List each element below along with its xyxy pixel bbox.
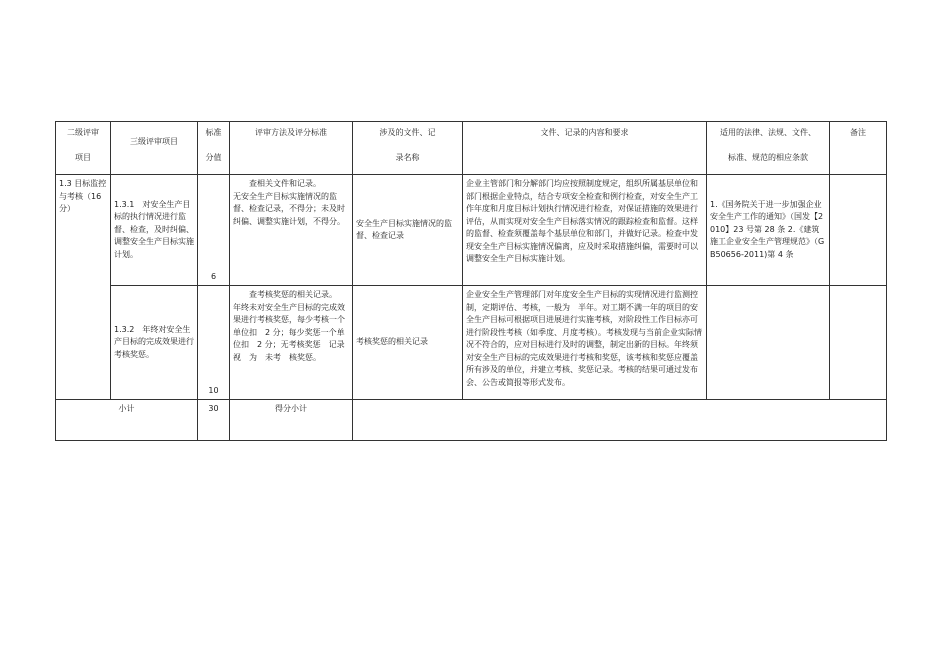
row-method: [230, 286, 353, 400]
header-tertiary-item-label: 三级评审项目: [130, 137, 178, 146]
header-score: [198, 122, 230, 175]
row-requirements: 企业主管部门和分解部门均应按照制度规定，组织所属基层单位和部门根据企业特点，结合专项安全检查和例行检查，对安全生产工作年度和月度目标计划执行情况进行检查，对保证措施的效果进行评估，从而实现对安全生产目标落实情况的跟踪检查和监督。这样的监督、检查须覆盖每个基层单位和部门，并做好记录。检查中发现安全生产目标实施情况偏离，应及时采取措施纠偏，需要时可以调整安全生产目标实施计划。: [463, 175, 707, 286]
row-score: 6: [210, 271, 217, 281]
subtotal-row: [56, 400, 887, 441]
header-laws: [707, 122, 830, 175]
header-laws-line1: 适用的法律、法规、文件、: [720, 128, 816, 137]
row-laws: [707, 286, 830, 400]
header-secondary-item-line1: 二级评审: [67, 128, 99, 137]
header-remarks: [830, 122, 887, 175]
row-method-lead: 查考核奖惩的相关记录。: [249, 290, 337, 299]
header-requirements: [463, 122, 707, 175]
row-files: 考核奖惩的相关记录: [353, 286, 463, 400]
header-tertiary-item: [111, 122, 198, 175]
row-score-cell: [198, 286, 230, 400]
subtotal-label: 小计: [56, 400, 198, 441]
header-requirements-label: 文件、记录的内容和要求: [540, 128, 629, 137]
row-score-cell: [198, 175, 230, 286]
row-method-body: 无安全生产目标实施情况的监督、检查记录，不得分；未及时纠偏、调整实施计划，不得分。: [233, 191, 345, 226]
header-method: [230, 122, 353, 175]
subtotal-score: 30: [198, 400, 230, 441]
header-score-line1: 标准: [205, 128, 222, 137]
row-laws: 1.《国务院关于进一步加强企业安全生产工作的通知》（国发【2010】23 号第 28 条 2.《建筑施工企业安全生产管理规范》（GB50656-2011)第 4 条: [707, 175, 830, 286]
header-files: [353, 122, 463, 175]
subtotal-empty: [353, 400, 887, 441]
header-score-line2: 分值: [205, 152, 222, 162]
table-row: [56, 286, 887, 400]
header-files-line1: 涉及的文件、记: [379, 128, 436, 137]
row-score: 10: [208, 385, 219, 395]
row-item: 1.3.2 年终对安全生产目标的完成效果进行考核奖惩。: [111, 286, 198, 400]
header-files-line2: 录名称: [395, 152, 420, 162]
table-row: [56, 175, 887, 286]
row-method-lead: 查相关文件和记录。: [249, 179, 321, 188]
header-secondary-item: [56, 122, 111, 175]
section-title: 1.3 目标监控与考核（16 分）: [56, 175, 111, 400]
row-requirements: 企业安全生产管理部门对年度安全生产目标的实现情况进行监测控制，定期评估、考核，一般为 半年。对工期不满一年的项目的安全生产目标可根据项目进展进行实施考核，对阶段性工作目标亦可进行阶段性考核（如季度、月度考核）。考核发现与当前企业实际情况不符合的，应对目标进行及时的调整，制定出新的目标。年终须对安全生产目标的完成效果进行考核和奖惩，该考核和奖惩应覆盖所有涉及的单位，并建立考核、奖惩记录。考核的结果可通过发布会、公告或简报等形式发布。: [463, 286, 707, 400]
evaluation-table: [55, 121, 887, 441]
row-files: 安全生产目标实施情况的监督、检查记录: [353, 175, 463, 286]
header-remarks-label: 备注: [850, 128, 866, 137]
header-secondary-item-line2: 项目: [75, 152, 91, 162]
header-row: [56, 122, 887, 175]
row-remarks: [830, 175, 887, 286]
row-remarks: [830, 286, 887, 400]
subtotal-method: 得分小计: [230, 400, 353, 441]
header-laws-line2: 标准、规范的相应条款: [728, 152, 808, 162]
header-method-label: 评审方法及评分标准: [255, 128, 327, 137]
row-item: 1.3.1 对安全生产目标的执行情况进行监督、检查，及时纠偏、调整安全生产目标实施计划。: [111, 175, 198, 286]
row-method: [230, 175, 353, 286]
row-method-body: 年终未对安全生产目标的完成效果进行考核奖惩，每少考核一个单位扣 2 分；每少奖惩一个单位扣 2 分；无考核奖惩 记录 视 为 未考 核奖惩。: [233, 302, 353, 362]
